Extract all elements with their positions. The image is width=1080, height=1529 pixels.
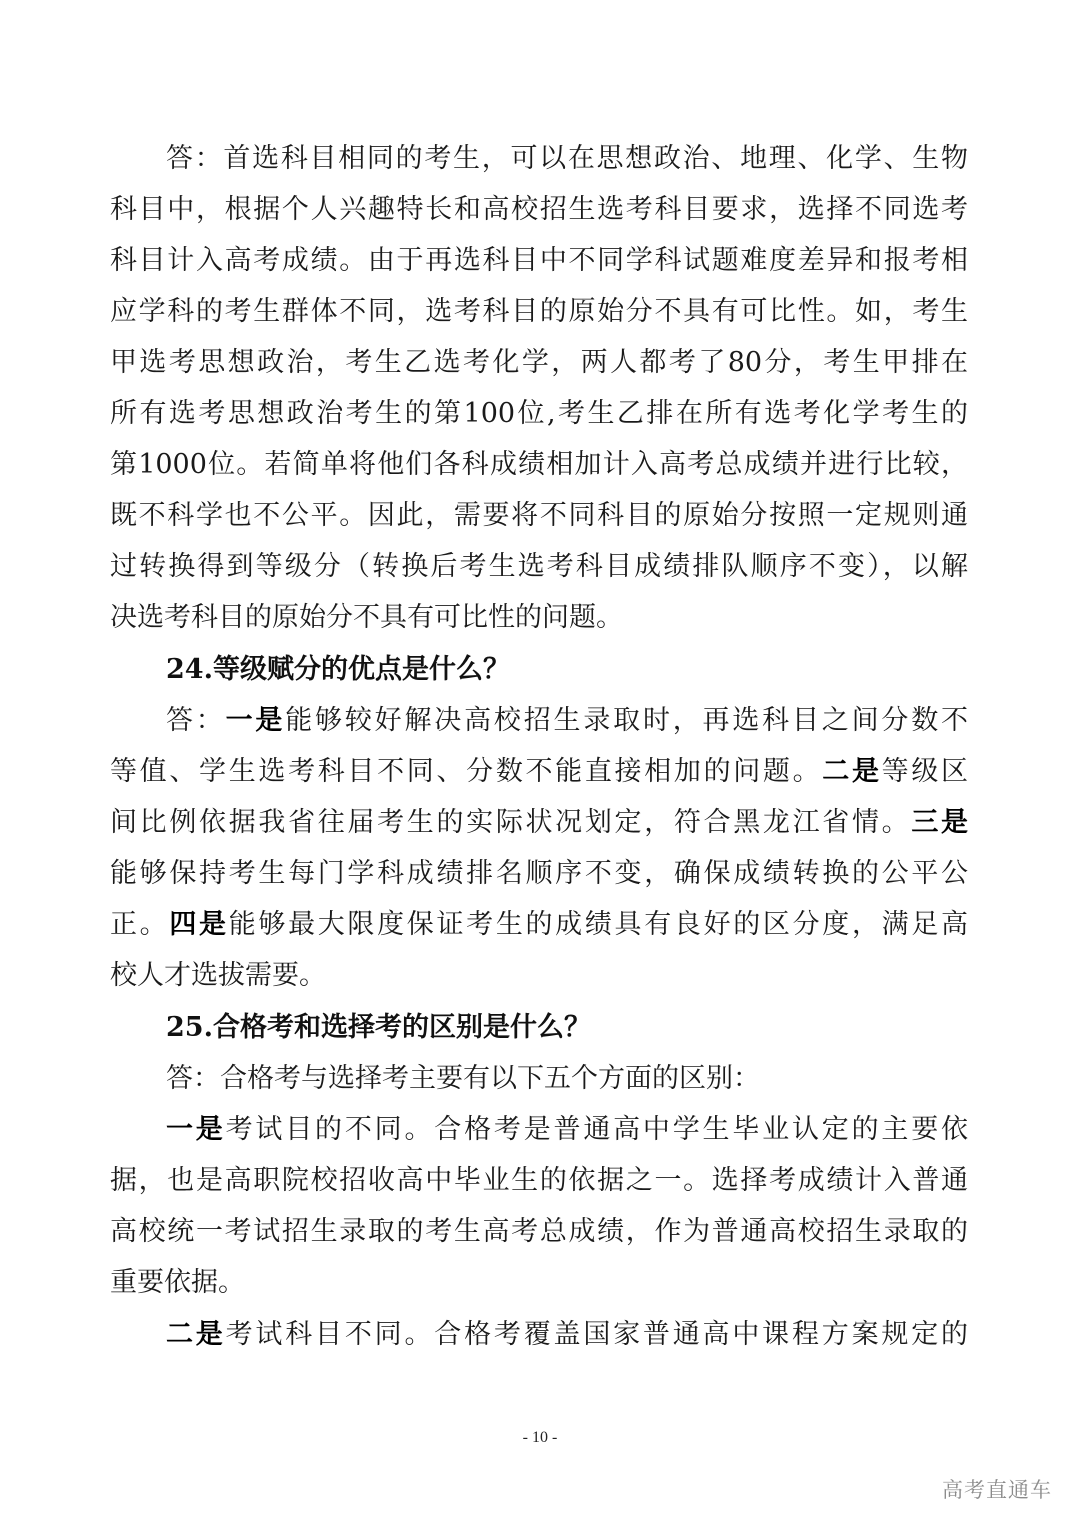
answer-text: 间比例依据我省往届考生的实际状况划定，符合黑龙江省情。 [110, 807, 912, 838]
answer-line: 重要依据。 [110, 1267, 245, 1298]
page-number: - 10 - [522, 1429, 558, 1446]
answer-text: 考试科目不同。合格考覆盖国家普通高中课程方案规定的 [225, 1319, 969, 1350]
point-label: 二是 [822, 756, 882, 787]
text-line: 甲选考思想政治，考生乙选考化学，两人都考了80分，考生甲排在 [110, 347, 968, 378]
answer-text: 能够最大限度保证考生的成绩具有良好的区分度，满足高 [228, 909, 969, 940]
answer-text: 正。 [110, 909, 170, 940]
answer-line [110, 797, 968, 848]
answer-line [110, 899, 968, 950]
text-line: 应学科的考生群体不同，选考科目的原始分不具有可比性。如，考生 [110, 296, 968, 327]
answer-prefix: 答： [166, 705, 226, 736]
answer-line: 据，也是高职院校招收高中毕业生的依据之一。选择考成绩计入普通 [110, 1165, 968, 1196]
text-line: 科目中，根据个人兴趣特长和高校招生选考科目要求，选择不同选考 [110, 194, 968, 225]
answer-line [166, 695, 968, 746]
answer-line: 答：合格考与选择考主要有以下五个方面的区别： [166, 1063, 760, 1094]
answer-text: 能够较好解决高校招生录取时，再选科目之间分数不 [285, 705, 969, 736]
watermark: 高考直通车 [942, 1478, 1052, 1502]
answer-line [110, 746, 968, 797]
point-label: 四是 [169, 909, 229, 940]
answer-text: 等值、学生选考科目不同、分数不能直接相加的问题。 [110, 756, 823, 787]
answer-text: 考试目的不同。合格考是普通高中学生毕业认定的主要依 [225, 1114, 969, 1145]
point-label: 一是 [225, 705, 286, 736]
text-line: 决选考科目的原始分不具有可比性的问题。 [110, 602, 623, 633]
text-line: 过转换得到等级分（转换后考生选考科目成绩排队顺序不变），以解 [110, 551, 968, 582]
text-line: 第1000位。若简单将他们各科成绩相加计入高考总成绩并进行比较， [110, 449, 968, 480]
answer-line: 能够保持考生每门学科成绩排名顺序不变，确保成绩转换的公平公 [110, 858, 968, 889]
answer-line: 校人才选拔需要。 [110, 960, 326, 991]
question-heading-24: 24.等级赋分的优点是什么？ [166, 654, 510, 685]
point-label: 二是 [166, 1319, 226, 1350]
text-line: 答：首选科目相同的考生，可以在思想政治、地理、化学、生物 [166, 143, 968, 174]
text-line: 所有选考思想政治考生的第100位,考生乙排在所有选考化学考生的 [110, 398, 968, 429]
question-heading-25: 25.合格考和选择考的区别是什么？ [166, 1012, 591, 1043]
point-label: 一是 [166, 1114, 226, 1145]
text-line: 既不科学也不公平。因此，需要将不同科目的原始分按照一定规则通 [110, 500, 968, 531]
answer-text: 等级区 [881, 756, 969, 787]
answer-line [166, 1104, 968, 1155]
answer-line: 高校统一考试招生录取的考生高考总成绩，作为普通高校招生录取的 [110, 1216, 968, 1247]
answer-line [166, 1309, 968, 1360]
text-line: 科目计入高考成绩。由于再选科目中不同学科试题难度差异和报考相 [110, 245, 968, 276]
point-label: 三是 [911, 807, 969, 838]
